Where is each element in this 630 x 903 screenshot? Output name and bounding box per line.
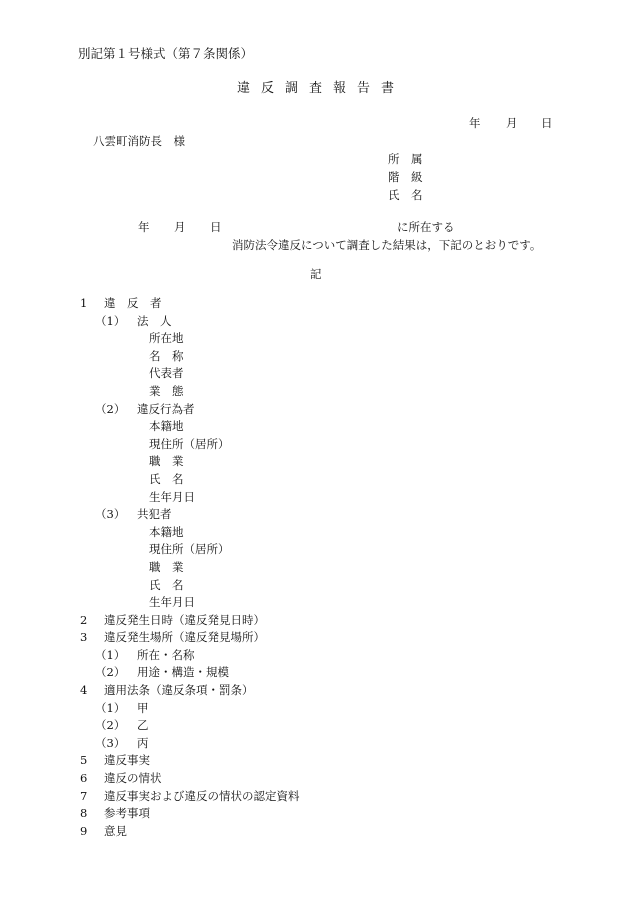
field-row	[0, 330, 630, 348]
intro-day: 日	[210, 220, 222, 234]
subsection-label: 丙	[137, 735, 149, 750]
section-number: 5	[80, 753, 88, 768]
report-outline	[0, 295, 630, 840]
subsection-label: 所在・名称	[137, 647, 195, 662]
field-row	[0, 541, 630, 559]
document-title: 違反調査報告書	[236, 81, 405, 96]
section-label: 参考事項	[104, 806, 150, 821]
field-label: 氏 名	[149, 471, 184, 486]
field-row	[0, 471, 630, 489]
field-label: 氏 名	[149, 577, 184, 592]
intro-year: 年	[138, 220, 150, 234]
section-row	[0, 295, 630, 313]
section-number: 4	[80, 683, 88, 698]
section-number: 6	[80, 771, 88, 786]
field-row	[0, 365, 630, 383]
section-number: 9	[80, 823, 88, 838]
section-label: 適用法条（違反条項・罰条）	[104, 683, 254, 698]
field-label: 本籍地	[149, 524, 184, 539]
subsection-number: （3）	[95, 735, 126, 750]
subsection-label: 用途・構造・規模	[137, 665, 229, 680]
subsection-number: （1）	[95, 313, 126, 328]
subsection-label: 違反行為者	[137, 401, 195, 416]
section-row	[0, 805, 630, 823]
field-label: 代表者	[149, 366, 184, 381]
subsection-number: （1）	[95, 647, 126, 662]
section-number: 1	[80, 296, 88, 310]
section-number: 7	[80, 788, 88, 803]
section-row	[0, 612, 630, 630]
subsection-row	[0, 717, 630, 735]
field-label: 名 称	[149, 348, 184, 363]
field-row	[0, 559, 630, 577]
field-row	[0, 418, 630, 436]
field-label: 職 業	[149, 559, 184, 574]
subsection-number: （1）	[95, 700, 126, 715]
report-date-month: 月	[506, 116, 518, 130]
subsection-row	[0, 647, 630, 665]
section-number: 3	[80, 630, 88, 645]
subsection-row	[0, 506, 630, 524]
field-label: 業 態	[149, 383, 184, 398]
subsection-label: 共犯者	[137, 507, 172, 522]
field-label: 生年月日	[149, 489, 195, 504]
field-row	[0, 453, 630, 471]
signature-rank: 階 級	[388, 170, 423, 184]
subsection-label: 乙	[137, 718, 149, 733]
section-row	[0, 682, 630, 700]
field-label: 現住所（居所）	[149, 436, 230, 451]
section-label: 意見	[104, 823, 127, 838]
signature-name: 氏 名	[388, 188, 423, 202]
field-row	[0, 489, 630, 507]
section-row	[0, 629, 630, 647]
report-date-day: 日	[541, 116, 553, 130]
section-label: 違反の情状	[104, 771, 162, 786]
field-row	[0, 436, 630, 454]
subsection-number: （3）	[95, 507, 126, 522]
recipient: 八雲町消防長 様	[93, 134, 185, 148]
subsection-number: （2）	[95, 401, 126, 416]
field-row	[0, 383, 630, 401]
section-label: 違反事実および違反の情状の認定資料	[104, 788, 300, 803]
field-label: 所在地	[149, 331, 184, 346]
subsection-row	[0, 313, 630, 331]
field-row	[0, 524, 630, 542]
section-row	[0, 823, 630, 841]
section-number: 2	[80, 612, 88, 627]
section-label: 違反事実	[104, 753, 150, 768]
subsection-label: 甲	[137, 700, 149, 715]
ki-heading: 記	[310, 267, 322, 281]
subsection-row	[0, 401, 630, 419]
field-row	[0, 594, 630, 612]
section-row	[0, 788, 630, 806]
field-row	[0, 348, 630, 366]
section-label: 違反発生日時（違反発見日時）	[104, 612, 265, 627]
signature-affiliation: 所 属	[388, 152, 423, 166]
section-row	[0, 752, 630, 770]
section-label: 違 反 者	[104, 296, 162, 310]
intro-statement: 消防法令違反について調査した結果は，下記のとおりです。	[232, 238, 542, 252]
subsection-number: （2）	[95, 718, 126, 733]
report-date-year: 年	[469, 116, 481, 130]
intro-located: に所在する	[397, 220, 455, 234]
field-label: 現住所（居所）	[149, 542, 230, 557]
subsection-label: 法 人	[137, 313, 172, 328]
section-row	[0, 770, 630, 788]
subsection-row	[0, 664, 630, 682]
form-label: 別記第１号様式（第７条関係）	[78, 46, 254, 61]
subsection-row	[0, 735, 630, 753]
field-label: 生年月日	[149, 595, 195, 610]
field-label: 職 業	[149, 454, 184, 469]
section-number: 8	[80, 806, 88, 821]
field-row	[0, 577, 630, 595]
section-label: 違反発生場所（違反発見場所）	[104, 630, 265, 645]
subsection-number: （2）	[95, 665, 126, 680]
intro-month: 月	[174, 220, 186, 234]
subsection-row	[0, 700, 630, 718]
field-label: 本籍地	[149, 419, 184, 434]
